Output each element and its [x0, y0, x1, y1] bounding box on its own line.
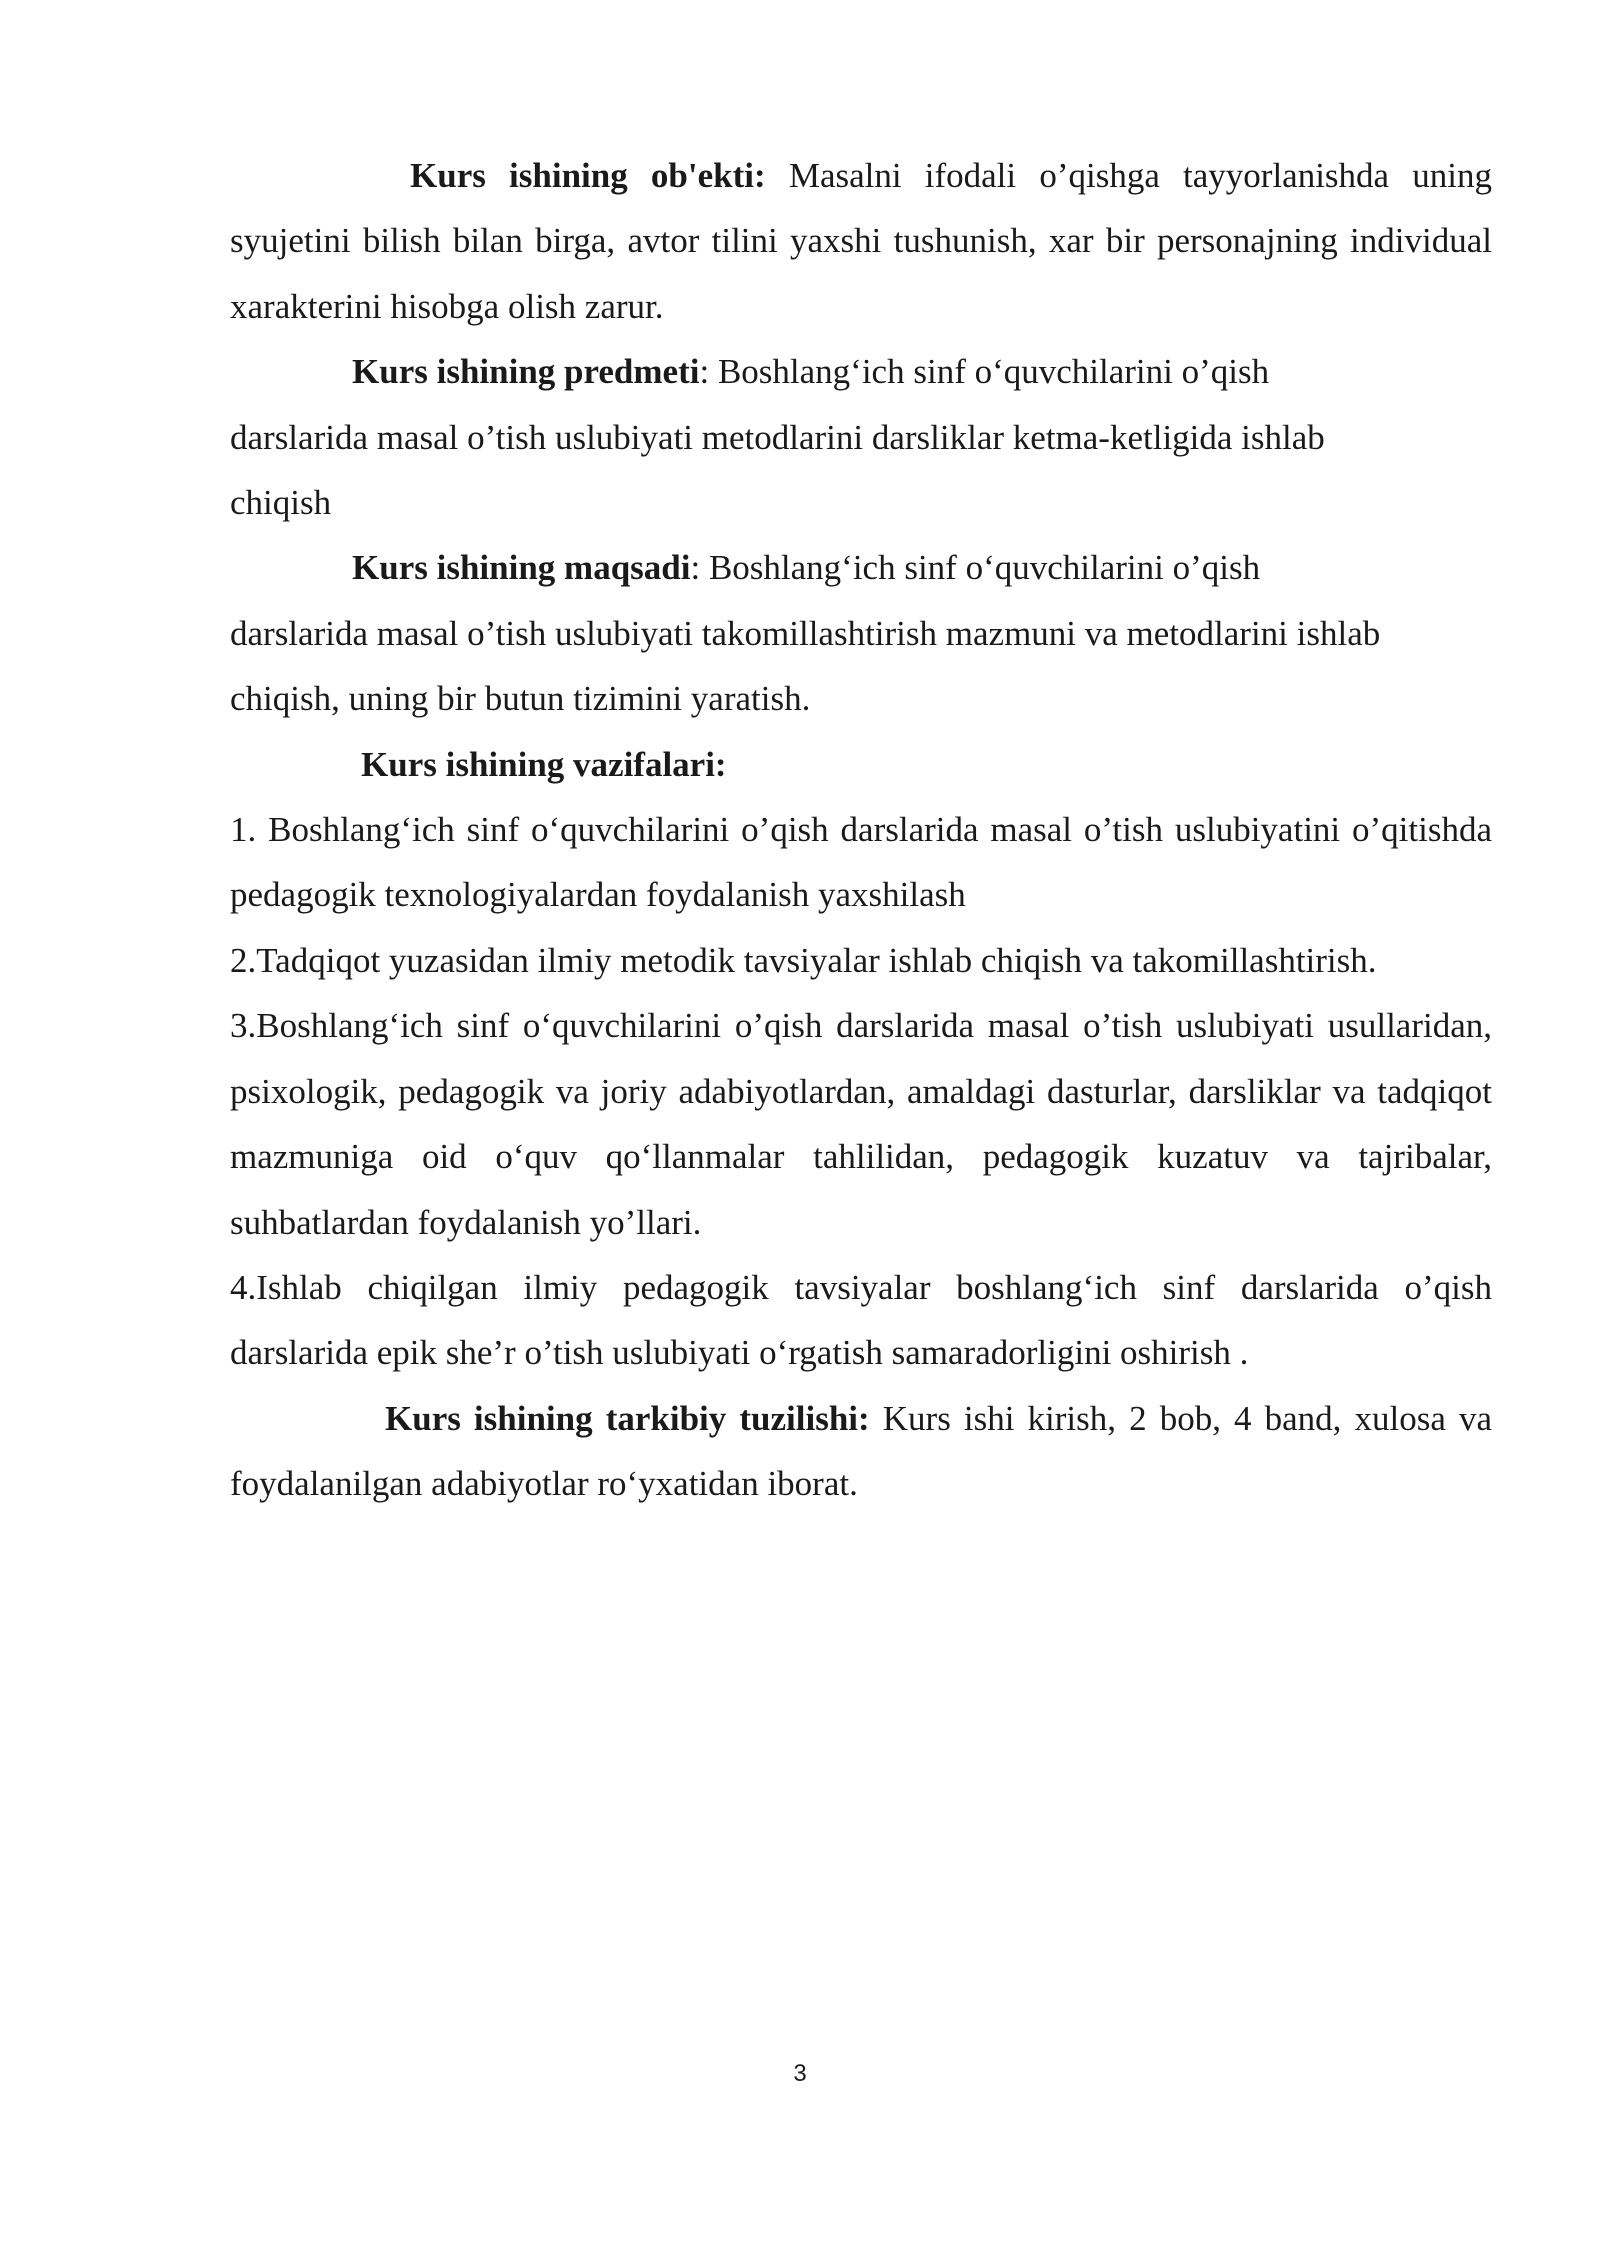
goal-paragraph	[230, 535, 1492, 600]
tasks-heading	[230, 732, 1492, 797]
goal-line-3-paragraph	[230, 666, 1492, 731]
task-item	[230, 1255, 1492, 1386]
subject-line-2-paragraph	[230, 405, 1492, 470]
task-item	[230, 928, 1492, 993]
object-paragraph	[230, 143, 1492, 339]
subject-label: Kurs ishining predmeti	[352, 352, 700, 392]
task-item-text: 1. Boshlang‘ich sinf o‘quvchilarini o’qish darslarida masal o’tish uslubiyatini o’qitishda pedagogik texnologiyalardan foydalanish yaxshilash	[230, 810, 1492, 915]
task-item-text: 4.Ishlab chiqilgan ilmiy pedagogik tavsiyalar boshlang‘ich sinf darslarida o’qish darslarida epik she’r o’tish uslubiyati o‘rgatish samaradorligini oshirish .	[230, 1267, 1492, 1373]
structure-label: Kurs ishining tarkibiy tuzilishi:	[385, 1398, 870, 1438]
structure-text: Kurs ishi kirish, 2 bob, 4 band, xulosa va foydalanilgan adabiyotlar ro‘yxatidan iborat.	[230, 1398, 1493, 1504]
document-body	[230, 143, 1492, 1517]
subject-line-3: chiqish	[230, 483, 332, 523]
task-item	[230, 797, 1492, 928]
object-label: Kurs ishining ob'ekti:	[410, 156, 766, 195]
object-text: Masalni ifodali o’qishga tayyorlanishda uning syujetini bilish bilan birga, avtor tilini yaxshi tushunish, xar bir personajning individual xarakterini hisobga olish zarur.	[230, 156, 1492, 326]
structure-paragraph	[230, 1386, 1492, 1517]
goal-line-3: chiqish, uning bir butun tizimini yaratish.	[230, 679, 811, 719]
goal-line-2: darslarida masal o’tish uslubiyati takomillashtirish mazmuni va metodlarini ishlab	[230, 613, 1381, 653]
subject-paragraph	[230, 339, 1492, 404]
tasks-label: Kurs ishining vazifalari:	[361, 744, 727, 784]
page-number: 3	[793, 2060, 807, 2087]
goal-label: Kurs ishining maqsadi	[352, 548, 691, 588]
subject-line-3-paragraph	[230, 470, 1492, 535]
task-item-text: 2.Tadqiqot yuzasidan ilmiy metodik tavsiyalar ishlab chiqish va takomillashtirish.	[230, 940, 1377, 980]
goal-line-2-paragraph	[230, 601, 1492, 666]
subject-line-2: darslarida masal o’tish uslubiyati metodlarini darsliklar ketma-ketligida ishlab	[230, 417, 1325, 457]
task-item	[230, 993, 1492, 1255]
task-item-text: 3.Boshlang‘ich sinf o‘quvchilarini o’qish darslarida masal o’tish uslubiyati usullaridan, psixologik, pedagogik va joriy adabiyotlardan, amaldagi dasturlar, darsliklar va tadqiqot mazmuniga oid o‘quv qo‘llanmalar tahlilidan, pedagogik kuzatuv va tajribalar, suhbatlardan foydalanish yo’llari.	[230, 1006, 1492, 1242]
subject-line-1: : Boshlang‘ich sinf o‘quvchilarini o’qish	[699, 352, 1270, 392]
goal-line-1: : Boshlang‘ich sinf o‘quvchilarini o’qish	[690, 548, 1261, 588]
